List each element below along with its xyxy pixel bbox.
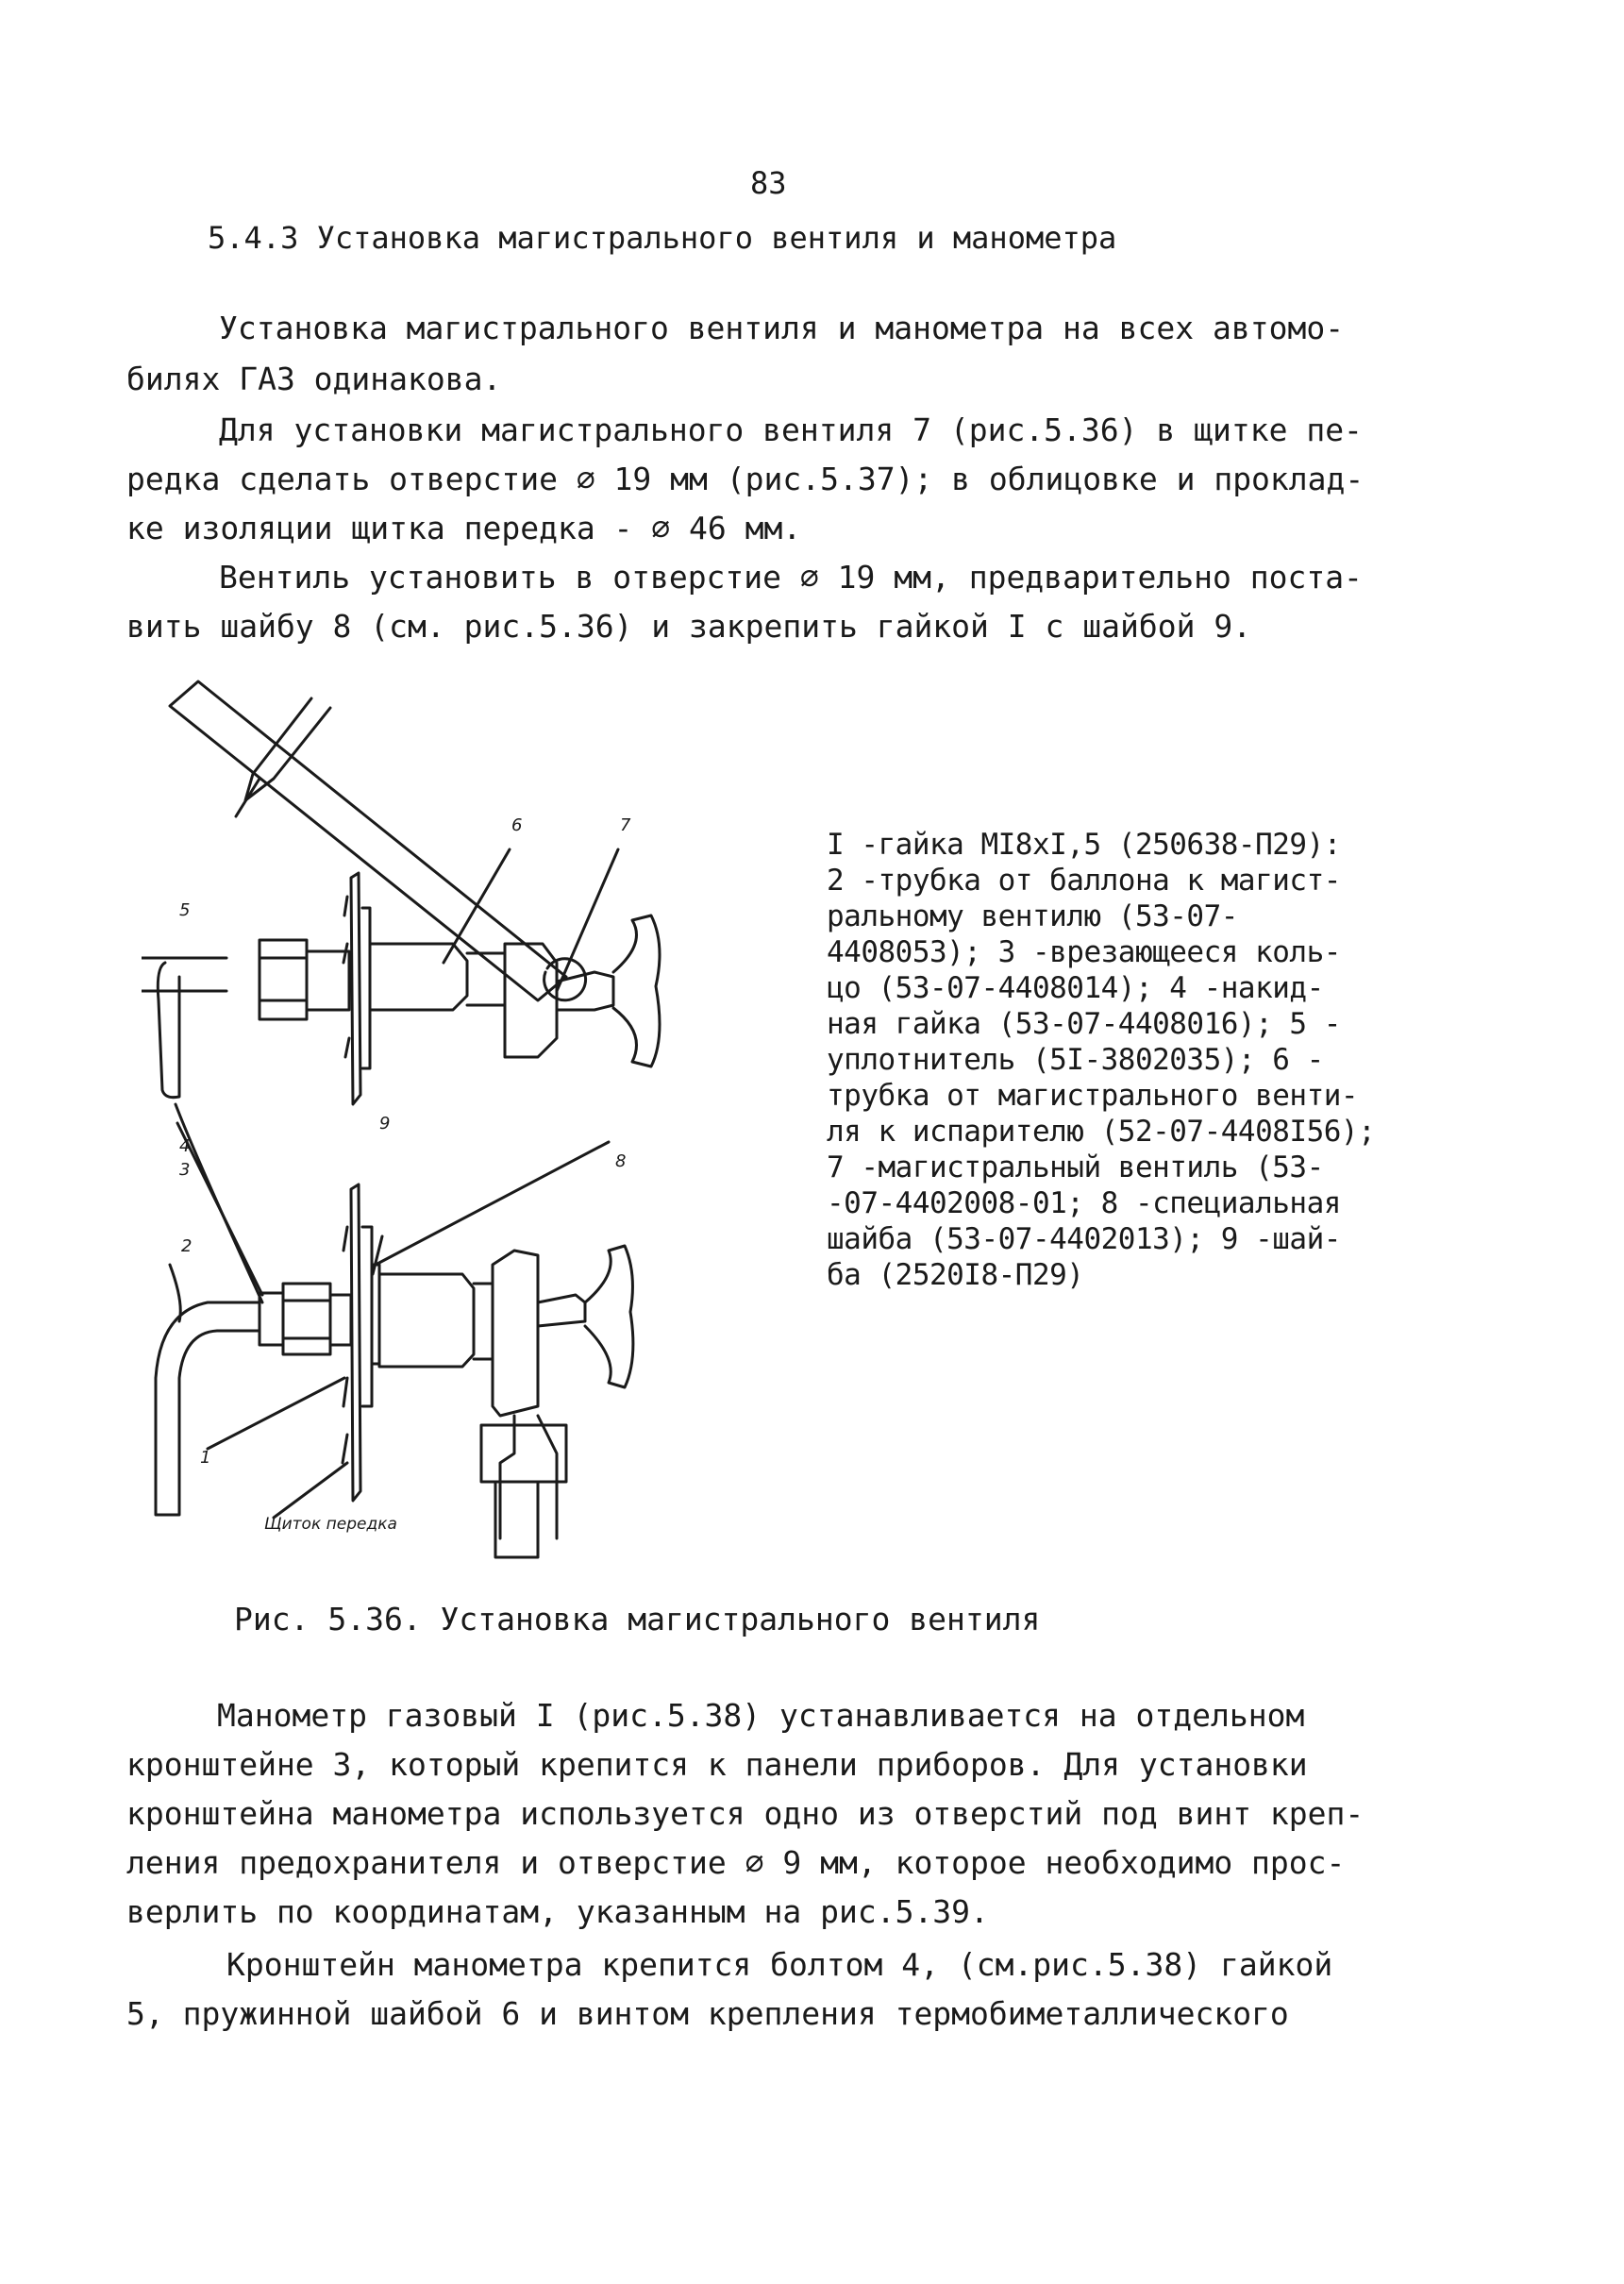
handwheel-upper xyxy=(613,915,660,1066)
panel-label: Щиток передка xyxy=(264,1515,397,1534)
union-nut-4 xyxy=(283,1284,330,1354)
page-number: 83 xyxy=(750,165,787,201)
paragraph-line: Вентиль установить в отверстие ∅ 19 мм, предварительно поста- xyxy=(219,559,1363,596)
handwheel-lower xyxy=(585,1246,633,1387)
valve-body-upper xyxy=(370,944,467,1010)
seal-5 xyxy=(245,698,330,800)
paragraph-line: верлить по координатам, указанным на рис.5.39. xyxy=(126,1893,989,1930)
paragraph-line: Манометр газовый I (рис.5.38) устанавливается на отдельном xyxy=(217,1697,1305,1734)
paragraph-line: редка сделать отверстие ∅ 19 мм (рис.5.37); в облицовке и проклад- xyxy=(126,461,1364,497)
valve-installation-figure xyxy=(142,661,821,1567)
paragraph-line: Установка магистрального вентиля и манометра на всех автомо- xyxy=(219,310,1345,346)
nut-upper xyxy=(260,940,307,1019)
paragraph-line: вить шайбу 8 (см. рис.5.36) и закрепить гайкой I с шайбой 9. xyxy=(126,608,1252,645)
paragraph-line: Для установки магистрального вентиля 7 (рис.5.36) в щитке пе- xyxy=(219,411,1363,448)
paragraph-line: кронштейне 3, который крепится к панели приборов. Для установки xyxy=(126,1746,1308,1783)
callout-6: 6 xyxy=(511,815,523,835)
paragraph-line: 5, пружинной шайбой 6 и винтом крепления термобиметаллического xyxy=(126,1995,1289,2032)
figure-legend: I -гайка MI8xI,5 (250638-П29): 2 -трубка от баллона к магист- ральному вентилю (53-07- 4408053); 3 -врезающееся коль- цо (53-07-4408014); 4 -накид- ная гайка (53-07-4408016); 5 - уплотнитель (5I-3802035); 6 - трубка от магистрального венти- ля к испарителю (52-07-4408I56); 7 -магистральный вентиль (53- -07-4402008-01; 8 -специальная шайба (53-07-4402013); 9 -шай- ба (2520I8-П29) xyxy=(827,828,1376,1292)
panel-lower xyxy=(351,1184,360,1501)
paragraph-line: Кронштейн манометра крепится болтом 4, (см.рис.5.38) гайкой xyxy=(226,1946,1333,1983)
panel-upper xyxy=(351,873,360,1104)
paragraph-line: ления предохранителя и отверстие ∅ 9 мм, которое необходимо прос- xyxy=(126,1844,1346,1881)
section-heading: 5.4.3 Установка магистрального вентиля и манометра xyxy=(208,220,1117,256)
callout-5: 5 xyxy=(179,900,191,920)
callout-8: 8 xyxy=(615,1151,627,1171)
valve-body-lower xyxy=(379,1274,474,1367)
callout-4: 4 xyxy=(179,1136,191,1156)
lower-view xyxy=(156,1184,633,1557)
upper-view xyxy=(142,681,660,1104)
callout-3: 3 xyxy=(179,1160,191,1180)
callout-1: 1 xyxy=(200,1448,211,1468)
callout-9: 9 xyxy=(379,1114,391,1134)
tube-2 xyxy=(156,1302,260,1515)
figure-caption: Рис. 5.36. Установка магистрального вентиля xyxy=(234,1601,1041,1637)
callout-7: 7 xyxy=(620,815,631,835)
paragraph-line: билях ГАЗ одинакова. xyxy=(126,361,502,397)
tube-6 xyxy=(170,681,566,1000)
paragraph-line: кронштейна манометра используется одно из отверстий под винт креп- xyxy=(126,1795,1364,1832)
callout-2: 2 xyxy=(181,1236,193,1256)
paragraph-line: ке изоляции щитка передка - ∅ 46 мм. xyxy=(126,510,802,546)
